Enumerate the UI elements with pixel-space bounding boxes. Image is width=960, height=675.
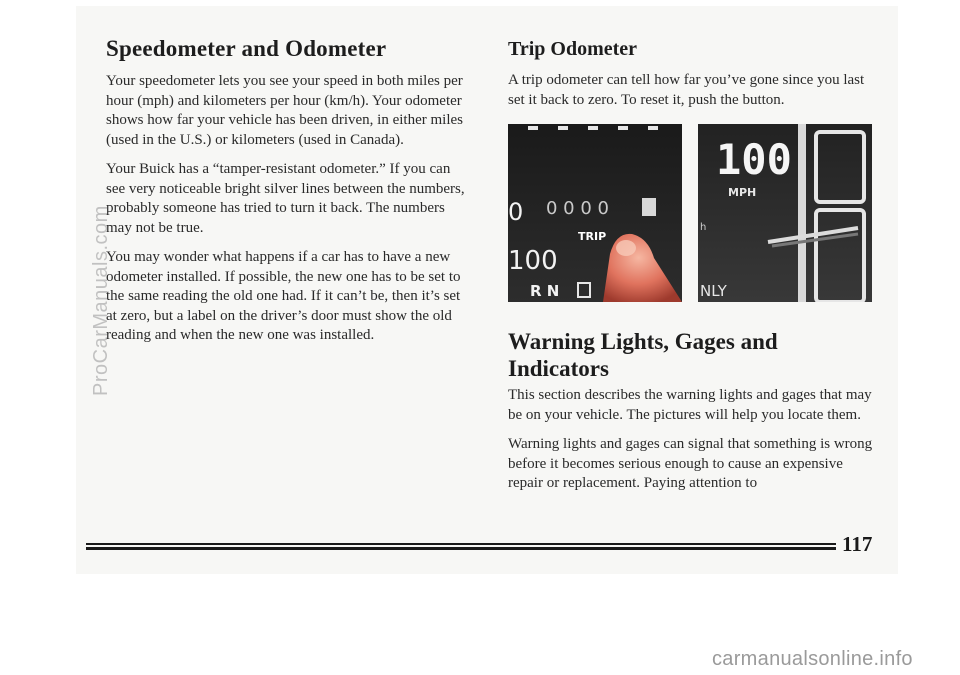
only-label: NLY: [700, 282, 727, 300]
trip-reset-photo: [508, 124, 682, 302]
warning-paragraph-2: Warning lights and gages can signal that something is wrong before it becomes serious enough to cause an expensive repair or replacement. Paying attention to: [508, 436, 873, 491]
odometer-digits: 0 0 0 0: [546, 198, 609, 219]
trip-label: TRIP: [578, 230, 607, 243]
trip-odometer-heading: Trip Odometer: [508, 38, 638, 60]
trip-odometer-paragraph: A trip odometer can tell how far you’ve gone since you last set it back to zero. To reset it, push the button.: [508, 72, 865, 108]
speedometer-number: 100: [716, 135, 792, 184]
odometer-last-digit: [642, 198, 656, 216]
gear-indicator: R N: [530, 282, 560, 300]
speedometer-illustration: [698, 124, 872, 302]
speedometer-paragraph-1: Your speedometer lets you see your speed in both miles per hour (mph) and kilometers per hour (km/h). Your odometer shows how far your vehicle has been driven, in either miles (used in the U.S.) or kilometers (used in Canada).: [106, 73, 463, 148]
page-number: 117: [842, 532, 873, 556]
warning-lights-heading: Warning Lights, Gages and Indicators: [508, 329, 778, 381]
speedometer-paragraph-3: You may wonder what happens if a car has to have a new odometer installed. If possible, the new one has to be set to the same reading the old one had. If it can’t be, then it’s set at zero, but a label on the driver’s door must show the old reading and when the new one was installed.: [106, 249, 461, 343]
right-column: [508, 38, 876, 120]
speedometer-photo: [698, 124, 872, 302]
speedometer-heading: Speedometer and Odometer: [106, 36, 387, 61]
trip-reset-illustration: [508, 124, 682, 302]
speedometer-paragraph-2: Your Buick has a “tamper-resistant odometer.” If you can see very noticeable bright silver lines between the numbers, probably someone has tried to turn it back. The numbers may not be true.: [106, 161, 465, 236]
left-column: [106, 36, 472, 356]
watermark-text: ProCarManuals.com: [90, 205, 112, 396]
speed-number: 100: [508, 246, 558, 276]
trip-odometer-photos: [508, 124, 874, 302]
site-watermark: carmanualsonline.info: [712, 648, 913, 670]
warning-lights-body: [508, 386, 876, 504]
mph-label: MPH: [728, 186, 757, 199]
warning-paragraph-1: This section describes the warning lights and gages that may be on your vehicle. The pictures will help you locate them.: [508, 387, 872, 423]
odometer-left-digit: 0: [508, 198, 524, 226]
kmh-fragment: h: [700, 222, 707, 233]
footer-rule: [86, 543, 836, 551]
